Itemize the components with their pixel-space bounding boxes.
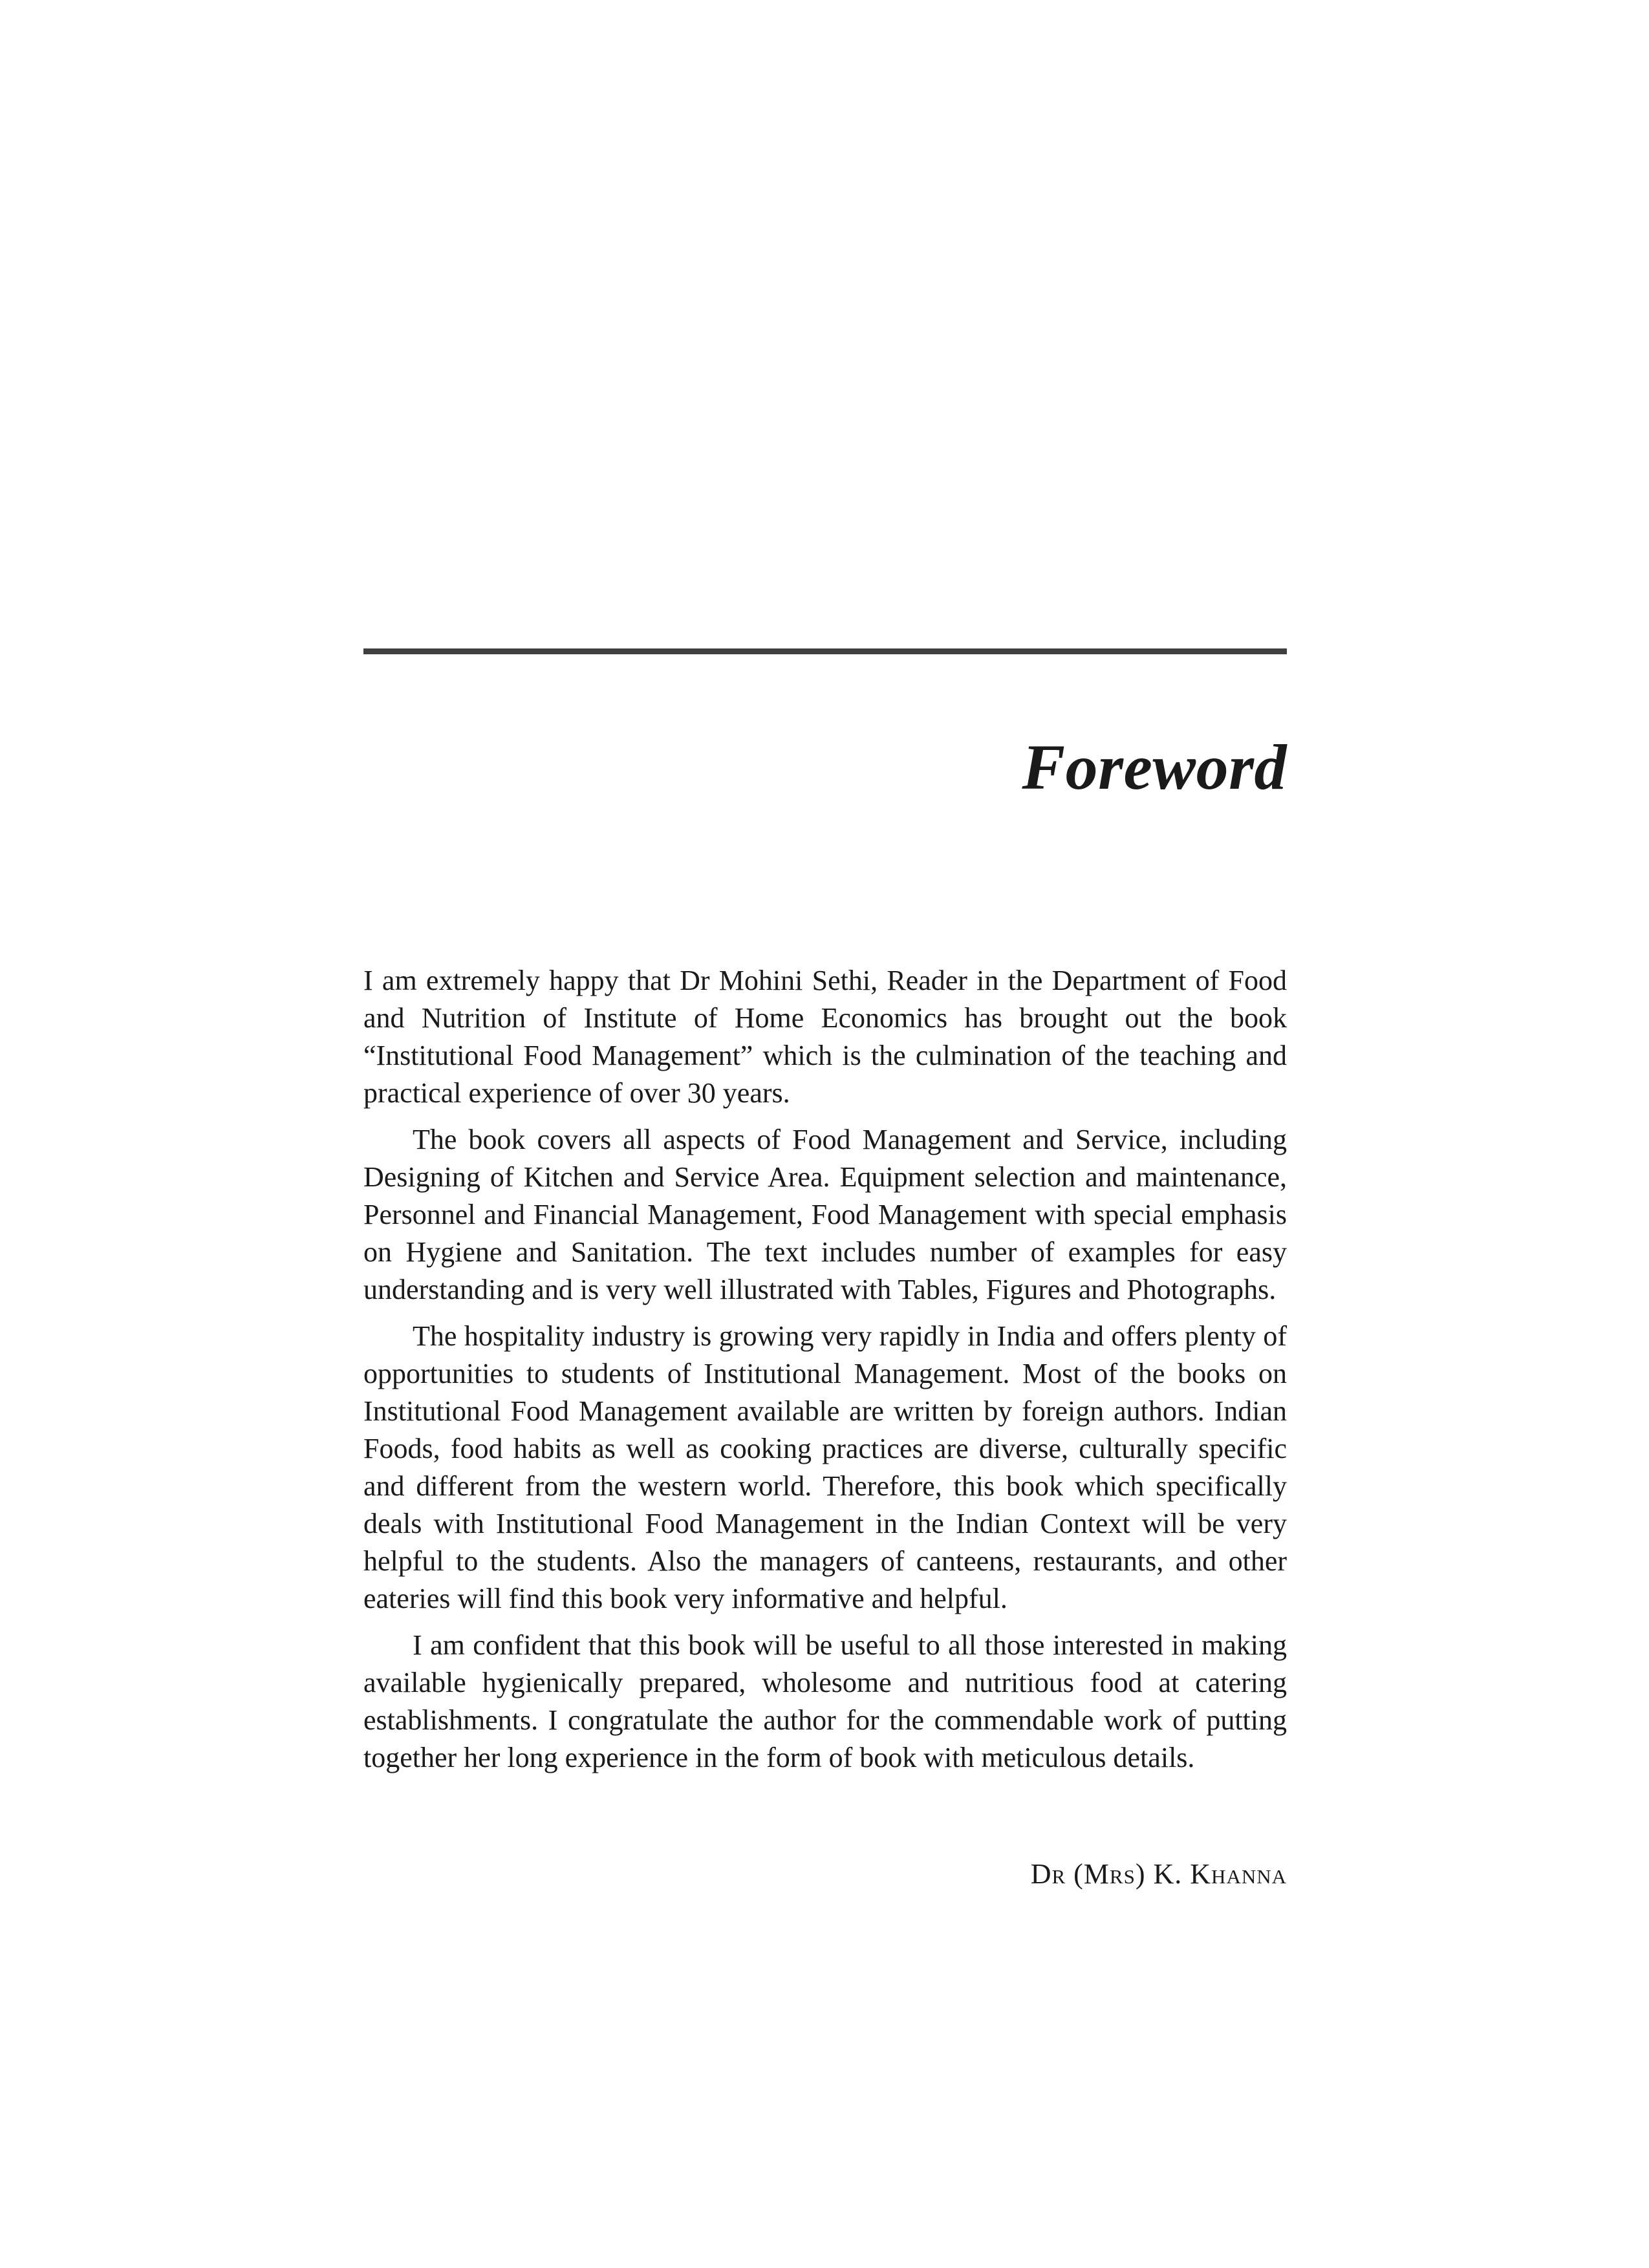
paragraph-4: I am confident that this book will be useful to all those interested in making available hygienically prepared, wholesome and nutritious food at catering establishments. I congratulate the author for the commendable work of putting together her long experience in the form of book with meticulous details. (363, 1629, 1287, 1773)
foreword-body (363, 962, 1287, 1786)
author-signature: Dr (Mrs) K. Khanna (1030, 1858, 1287, 1890)
paragraph-3: The hospitality industry is growing very rapidly in India and offers plenty of opportunities to students of Institutional Management. Most of the books on Institutional Food Management available are written by foreign authors. Indian Foods, food habits as well as cooking practices are diverse, culturally specific and different from the western world. Therefore, this book which specifically deals with Institutional Food Management in the Indian Context will be very helpful to the students. Also the managers of canteens, restaurants, and other eateries will find this book very informative and helpful. (363, 1320, 1287, 1614)
page-title: Foreword (1022, 731, 1287, 803)
paragraph-1: I am extremely happy that Dr Mohini Sethi, Reader in the Department of Food and Nutrition of Institute of Home Economics has brought out the book “Institutional Food Management” which is the culmination of the teaching and practical experience of over 30 years. (363, 965, 1287, 1109)
paragraph-2: The book covers all aspects of Food Management and Service, including Designing of Kitchen and Service Area. Equipment selection and maintenance, Personnel and Financial Management, Food Management with special emphasis on Hygiene and Sanitation. The text includes number of examples for easy understanding and is very well illustrated with Tables, Figures and Photographs. (363, 1124, 1287, 1305)
heading-rule (363, 648, 1287, 654)
